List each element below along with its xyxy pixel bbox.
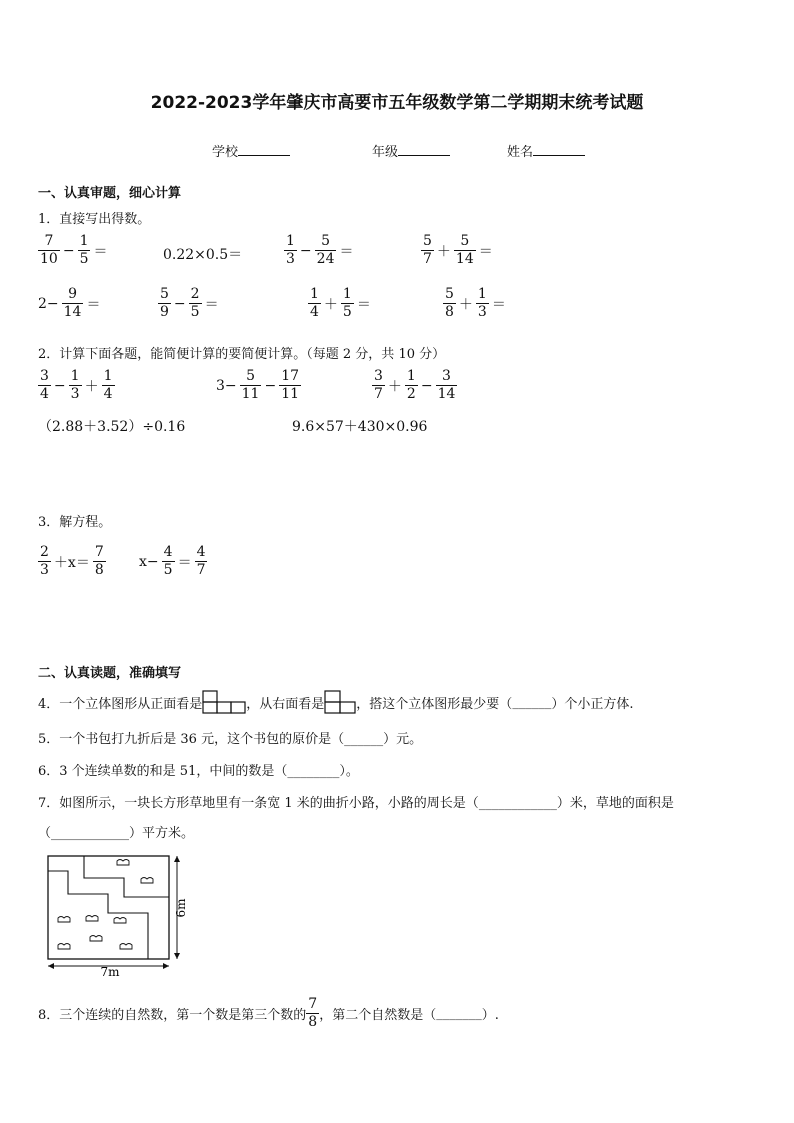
q8-text-c: ）. — [481, 1008, 499, 1023]
math-text: − — [299, 242, 312, 259]
q7-text-a: 7．如图所示，一块长方形草地里有一条宽 1 米的曲折小路，小路的周长是（ — [38, 796, 479, 811]
denominator: 5 — [342, 304, 352, 320]
math-text: ＝ — [491, 296, 506, 313]
q8-text-b: ，第二个自然数是（ — [319, 1008, 437, 1023]
numerator: 17 — [281, 368, 300, 384]
front-view-icon — [202, 690, 246, 714]
numerator: 1 — [79, 233, 89, 249]
q6-text-b: ）。 — [339, 764, 359, 779]
fraction — [158, 286, 171, 321]
q1-expr — [421, 233, 493, 268]
fraction — [38, 368, 51, 403]
q2-expr — [372, 368, 457, 403]
q4-text-c: ，搭这个立体图形最少要（ — [356, 696, 513, 712]
numerator: 1 — [103, 368, 113, 384]
fraction — [240, 368, 262, 403]
denominator: 9 — [160, 304, 169, 320]
q1-expr — [38, 286, 100, 321]
grade-label: 年级 — [372, 145, 399, 160]
question-6 — [38, 760, 359, 779]
fraction — [315, 233, 337, 268]
school-blank[interactable] — [238, 143, 290, 156]
math-text: （2.88＋3.52）÷0.16 — [38, 419, 186, 435]
math-text: ＋ — [323, 296, 338, 313]
numerator: 4 — [196, 544, 206, 560]
question-1-label: 1．直接写出得数。 — [38, 212, 151, 227]
q2-expr — [38, 416, 185, 436]
denominator: 3 — [477, 304, 487, 320]
q7-text-c: （ — [38, 826, 52, 841]
denominator: 5 — [79, 251, 89, 267]
numerator: 7 — [308, 996, 318, 1012]
q8-answer-blank[interactable]: _______ — [436, 1006, 482, 1021]
math-text: ＝ — [339, 243, 354, 260]
question-7-line-2 — [38, 822, 194, 841]
denominator: 11 — [241, 386, 260, 402]
fraction — [195, 544, 208, 579]
numerator: 1 — [70, 368, 80, 384]
numerator: 2 — [190, 286, 200, 302]
math-text: ＋ — [84, 378, 99, 395]
numerator: 7 — [94, 544, 104, 560]
fraction — [38, 233, 60, 268]
q7-text-d: ）平方米。 — [129, 826, 195, 841]
q7-perimeter-blank[interactable]: ____________ — [478, 796, 557, 811]
fraction — [62, 286, 84, 321]
math-text: ＋ — [458, 296, 473, 313]
denominator: 7 — [374, 386, 383, 402]
math-text: 0.22×0.5＝ — [163, 247, 243, 263]
q4-text-b: ，从右面看是 — [246, 696, 325, 712]
numerator: 1 — [342, 286, 352, 302]
numerator: 5 — [315, 233, 337, 251]
numerator: 4 — [163, 544, 173, 560]
numerator: 2 — [40, 544, 49, 560]
fraction — [162, 544, 175, 579]
section-2-heading: 二、认真读题，准确填写 — [38, 666, 182, 681]
school-label: 学校 — [212, 145, 239, 160]
q5-text-b: ）元。 — [383, 732, 423, 747]
height-label: 6m — [174, 898, 188, 918]
q3-expr — [38, 544, 106, 579]
math-text: − — [53, 377, 66, 394]
q6-answer-blank[interactable]: ________ — [287, 764, 340, 779]
section-1-heading: 一、认真审题，细心计算 — [38, 186, 182, 201]
fraction — [454, 233, 476, 268]
numerator: 5 — [423, 233, 432, 249]
numerator: 5 — [240, 368, 262, 386]
numerator: 5 — [160, 286, 169, 302]
numerator: 1 — [477, 286, 487, 302]
numerator: 3 — [374, 368, 383, 384]
q8-text-a: 8．三个连续的自然数，第一个数是第三个数的 — [38, 1008, 307, 1023]
question-7-line-1 — [38, 792, 674, 811]
q1-expr — [308, 286, 371, 321]
fraction — [341, 286, 354, 321]
math-text: ＋ — [436, 243, 451, 260]
fraction — [78, 233, 91, 268]
math-text: − — [173, 295, 186, 312]
q2-expr — [38, 368, 115, 403]
page-title: 2022-2023学年肇庆市高要市五年级数学第二学期期末统考试题 — [150, 93, 644, 113]
q4-answer-blank[interactable]: ______ — [512, 694, 552, 710]
denominator: 4 — [103, 386, 113, 402]
denominator: 24 — [316, 251, 335, 267]
name-label: 姓名 — [507, 145, 534, 160]
q2-expr — [216, 368, 301, 403]
question-3-label: 3．解方程。 — [38, 515, 112, 530]
numerator: 5 — [445, 286, 454, 302]
right-view-icon — [324, 690, 356, 714]
denominator: 8 — [308, 1014, 318, 1030]
width-label: 7m — [100, 965, 120, 979]
lawn-path-figure — [44, 855, 190, 980]
fraction — [436, 368, 458, 403]
numerator: 3 — [40, 368, 49, 384]
q7-area-blank[interactable]: ____________ — [51, 826, 130, 841]
math-text: ＝ — [478, 243, 493, 260]
denominator: 4 — [40, 386, 49, 402]
name-field — [507, 141, 585, 160]
q3-expr — [139, 544, 207, 579]
fraction — [279, 368, 301, 403]
q2-expr — [292, 416, 427, 436]
denominator: 7 — [423, 251, 432, 267]
numerator: 7 — [38, 233, 60, 251]
question-2-label: 2．计算下面各题，能简便计算的要简便计算。（每题 2 分，共 10 分） — [38, 347, 446, 362]
denominator: 5 — [190, 304, 200, 320]
q1-expr — [158, 286, 219, 321]
denominator: 3 — [70, 386, 80, 402]
fraction — [69, 368, 82, 403]
math-text: ＋x＝ — [53, 554, 90, 571]
math-text: 9.6×57＋430×0.96 — [292, 419, 428, 435]
denominator: 4 — [310, 304, 319, 320]
math-text: − — [264, 377, 277, 394]
numerator: 1 — [286, 233, 295, 249]
q8-fraction — [306, 996, 319, 1031]
math-text: − — [62, 242, 75, 259]
denominator: 3 — [40, 562, 49, 578]
fraction — [308, 286, 321, 321]
question-5 — [38, 728, 422, 747]
q1-expr — [163, 244, 242, 264]
fraction — [443, 286, 456, 321]
denominator: 5 — [163, 562, 173, 578]
numerator: 9 — [62, 286, 84, 304]
denominator: 2 — [406, 386, 416, 402]
numerator: 5 — [454, 233, 476, 251]
denominator: 14 — [437, 386, 456, 402]
fraction — [284, 233, 297, 268]
q7-text-b: ）米，草地的面积是 — [556, 796, 674, 811]
denominator: 8 — [94, 562, 104, 578]
math-text: − — [420, 377, 433, 394]
fraction — [421, 233, 434, 268]
denominator: 11 — [281, 386, 300, 402]
math-text: ＝ — [356, 296, 371, 313]
math-text: ＝ — [86, 296, 101, 313]
school-field — [212, 141, 290, 160]
math-text: ＝ — [204, 296, 219, 313]
denominator: 3 — [286, 251, 295, 267]
math-text: 3− — [216, 377, 237, 394]
q1-expr — [38, 233, 107, 268]
q4-text-d: ）个小正方体. — [551, 696, 634, 712]
q1-expr — [284, 233, 353, 268]
math-text: 2− — [38, 295, 59, 312]
denominator: 10 — [40, 251, 58, 267]
fraction — [405, 368, 418, 403]
math-text: ＋ — [387, 378, 402, 395]
question-4 — [38, 690, 633, 714]
question-8 — [38, 996, 499, 1031]
denominator: 14 — [455, 251, 474, 267]
denominator: 14 — [63, 304, 82, 320]
grass-icon — [58, 860, 153, 950]
numerator: 3 — [436, 368, 458, 386]
numerator: 1 — [310, 286, 319, 302]
grade-blank[interactable] — [398, 143, 450, 156]
fraction — [372, 368, 385, 403]
fraction — [476, 286, 489, 321]
grade-field — [372, 141, 450, 160]
denominator: 8 — [445, 304, 454, 320]
q4-text-a: 4．一个立体图形从正面看是 — [38, 696, 203, 712]
math-text: ＝ — [93, 243, 108, 260]
q1-expr — [443, 286, 506, 321]
q5-answer-blank[interactable]: ______ — [344, 732, 384, 747]
denominator: 7 — [196, 562, 206, 578]
math-text: x− — [139, 553, 159, 570]
name-blank[interactable] — [533, 143, 585, 156]
fraction — [189, 286, 202, 321]
q5-text-a: 5．一个书包打九折后是 36 元，这个书包的原价是（ — [38, 732, 345, 747]
fraction — [93, 544, 106, 579]
numerator: 1 — [406, 368, 416, 384]
fraction — [102, 368, 115, 403]
fraction — [38, 544, 51, 579]
q6-text-a: 6．3 个连续单数的和是 51，中间的数是（ — [38, 764, 288, 779]
math-text: ＝ — [177, 554, 192, 571]
